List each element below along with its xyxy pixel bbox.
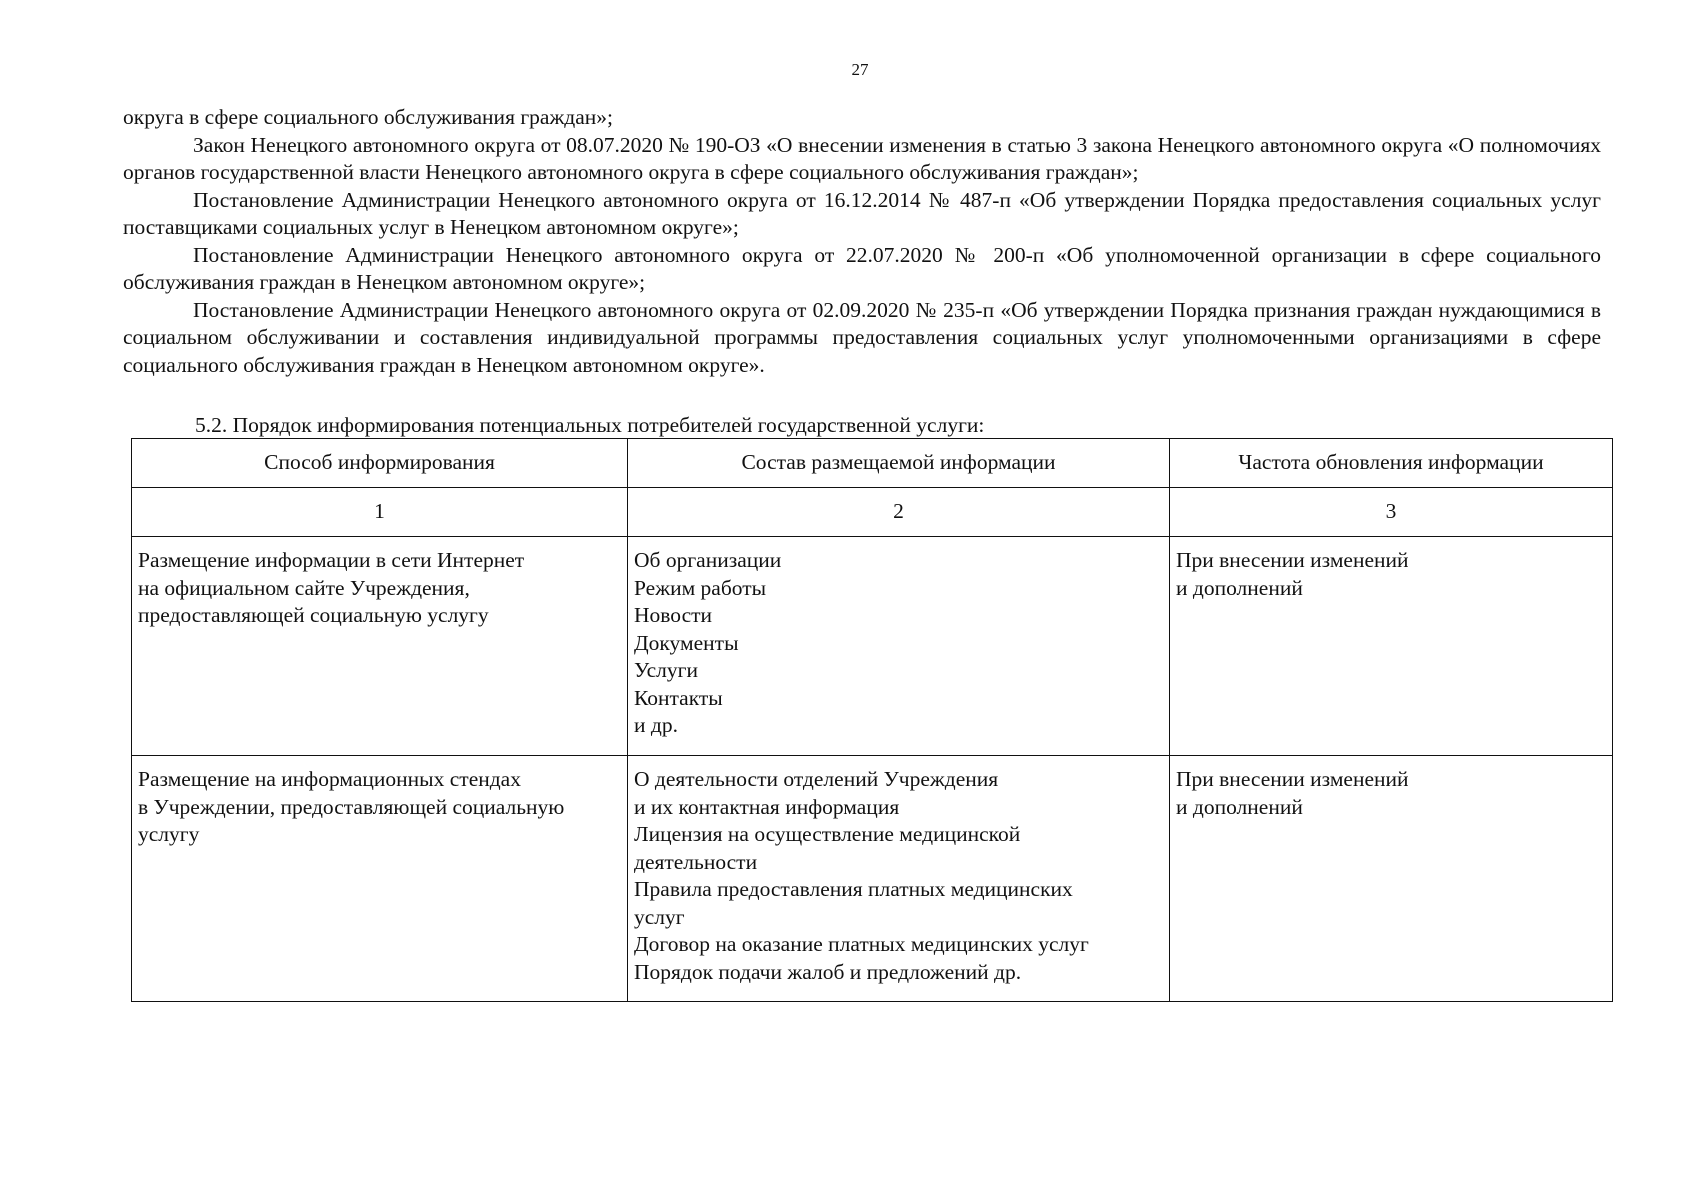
cell-line: Размещение информации в сети Интернет <box>138 548 525 572</box>
table-header-row <box>132 439 1613 488</box>
page-number: 27 <box>851 60 869 79</box>
table-number-row <box>132 488 1613 537</box>
cell-line: и др. <box>634 713 678 737</box>
cell-line: Правила предоставления платных медицинских <box>634 877 1073 901</box>
cell-line: При внесении изменений <box>1176 767 1409 791</box>
cell-line: Об организации <box>634 548 782 572</box>
cell-line: на официальном сайте Учреждения, <box>138 575 470 600</box>
paragraph: Закон Ненецкого автономного округа от 08.07.2020 № 190-ОЗ «О внесении изменения в статью 3 закона Ненецкого автономного округа «О полномочиях органов государственной власти Ненецкого автономного округа в сфере социального обслуживания граждан»; <box>123 132 1601 184</box>
paragraph: Постановление Администрации Ненецкого автономного округа от 02.09.2020 № 235-п «Об утверждении Порядка признания граждан нуждающимися в социальном обслуживании и составления индивидуальной программы предоставления социальных услуг уполномоченными организациями в сфере социального обслуживания граждан в Ненецком автономном округе». <box>123 297 1601 377</box>
column-number: 3 <box>1170 488 1613 537</box>
cell-line: в Учреждении, предоставляющей социальную <box>138 794 565 819</box>
cell-line: деятельности <box>634 849 758 874</box>
cell-content <box>628 756 1170 1002</box>
cell-line: услуг <box>634 904 685 929</box>
cell-line: Контакты <box>634 685 723 710</box>
cell-line: и дополнений <box>1176 575 1303 600</box>
cell-frequency <box>1170 756 1613 1002</box>
header-frequency: Частота обновления информации <box>1170 439 1613 488</box>
cell-frequency <box>1170 537 1613 756</box>
cell-line: и дополнений <box>1176 794 1303 819</box>
paragraph: Постановление Администрации Ненецкого автономного округа от 16.12.2014 № 487-п «Об утверждении Порядка предоставления социальных услуг поставщиками социальных услуг в Ненецком автономном округе»; <box>123 187 1601 239</box>
cell-line: Лицензия на осуществление медицинской <box>634 822 1021 846</box>
informing-table <box>131 438 1613 1002</box>
column-number: 1 <box>132 488 628 537</box>
legal-references <box>123 104 1601 379</box>
header-content: Состав размещаемой информации <box>628 439 1170 488</box>
cell-line: Договор на оказание платных медицинских услуг <box>634 932 1089 956</box>
cell-line: и их контактная информация <box>634 794 900 819</box>
cell-content <box>628 537 1170 756</box>
paragraph: Постановление Администрации Ненецкого автономного округа от 22.07.2020 № 200-п «Об уполномоченной организации в сфере социального обслуживания граждан в Ненецком автономном округе»; <box>123 242 1601 294</box>
table-row <box>132 537 1613 756</box>
cell-line: Документы <box>634 630 739 655</box>
column-number: 2 <box>628 488 1170 537</box>
paragraph: округа в сфере социального обслуживания граждан»; <box>123 105 614 129</box>
cell-method <box>132 756 628 1002</box>
cell-line: услугу <box>138 822 200 846</box>
cell-line: Услуги <box>634 658 698 682</box>
cell-line: Режим работы <box>634 575 767 600</box>
cell-line: Порядок подачи жалоб и предложений др. <box>634 959 1022 984</box>
cell-method <box>132 537 628 756</box>
cell-line: Размещение на информационных стендах <box>138 767 521 791</box>
cell-line: предоставляющей социальную услугу <box>138 603 489 627</box>
header-method: Способ информирования <box>132 439 628 488</box>
cell-line: Новости <box>634 603 713 627</box>
cell-line: О деятельности отделений Учреждения <box>634 767 999 791</box>
table-row <box>132 756 1613 1002</box>
section-heading: 5.2. Порядок информирования потенциальных потребителей государственной услуги: <box>195 413 985 437</box>
cell-line: При внесении изменений <box>1176 548 1409 572</box>
